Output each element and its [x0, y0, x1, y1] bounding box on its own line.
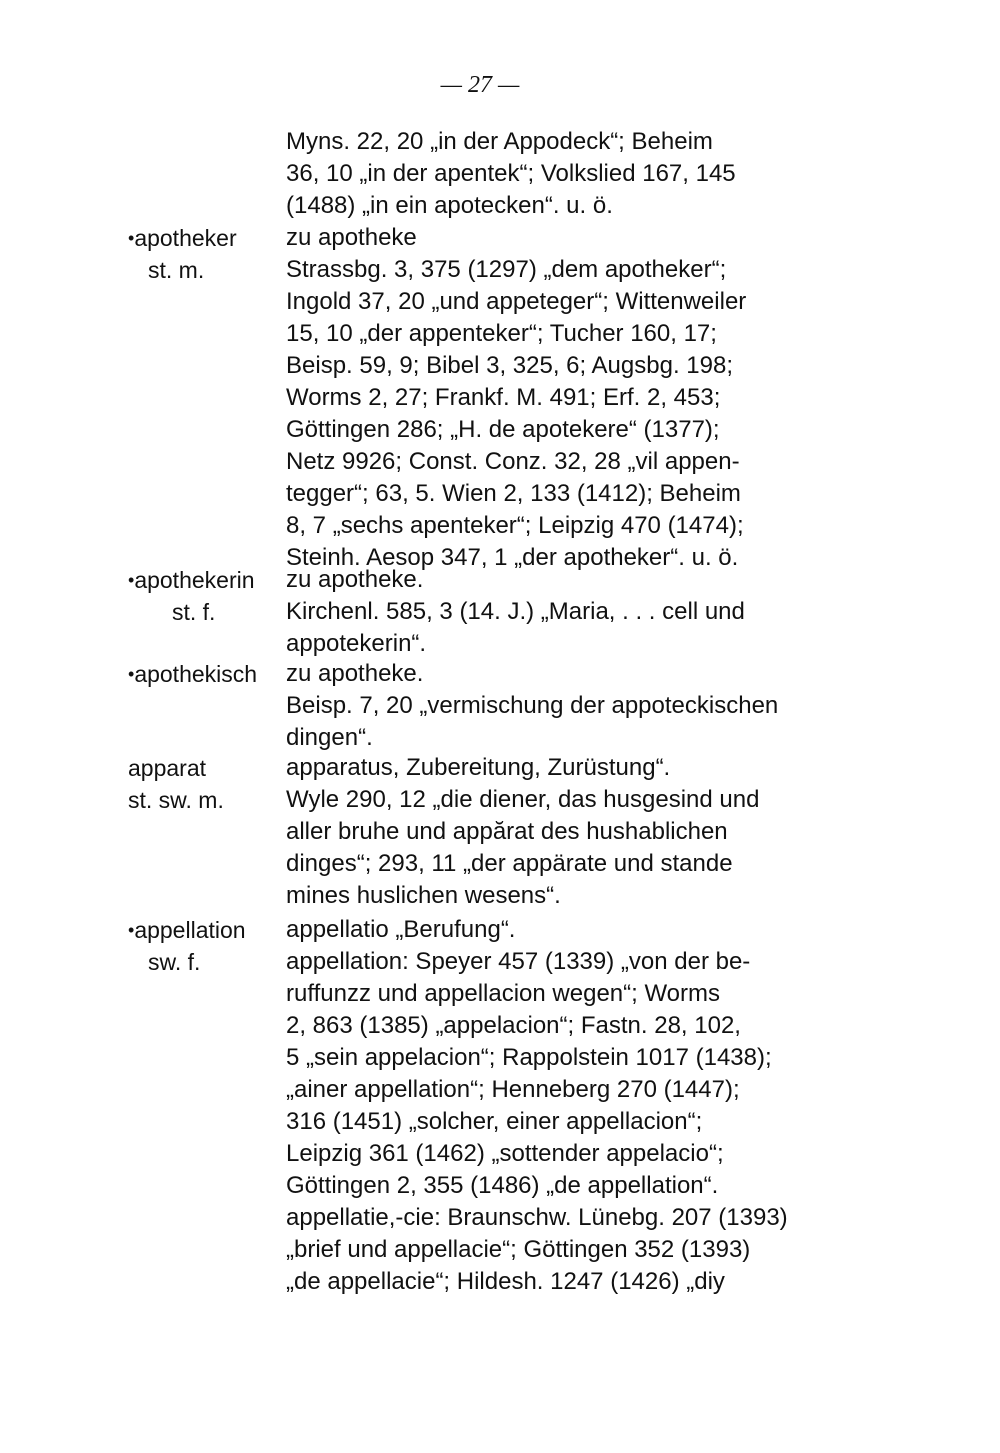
entry-line: appellatio „Berufung“. [286, 916, 516, 943]
entry-line: 15, 10 „der appenteker“; Tucher 160, 17; [286, 320, 717, 347]
entry-line: zu apotheke [286, 224, 417, 251]
entry-line: appellatie,-cie: Braunschw. Lünebg. 207 (1393) [286, 1204, 788, 1231]
entry-body [286, 914, 814, 1298]
entry-line: „ainer appellation“; Henneberg 270 (1447); [286, 1076, 740, 1103]
entry-line: ruffunzz und appellacion wegen“; Worms [286, 980, 721, 1007]
lemma-word: apotheker [134, 225, 237, 251]
entry-line: Leipzig 361 (1462) „sottender appelacio“; [286, 1140, 724, 1167]
grammar-label: st. f. [172, 599, 216, 625]
entry-line: Göttingen 2, 355 (1486) „de appellation“. [286, 1172, 719, 1199]
entry-body [286, 222, 814, 574]
entry-line: zu apotheke. [286, 566, 424, 593]
entry-line: zu apotheke. [286, 660, 424, 687]
asterisk-icon: • [128, 664, 135, 684]
grammar-label: st. m. [148, 257, 205, 283]
entry-line: Myns. 22, 20 „in der Appodeck“; Beheim [286, 128, 713, 155]
entry-line: Beisp. 7, 20 „vermischung der appoteckischen [286, 692, 779, 719]
entry-body [286, 658, 814, 754]
entry-body [286, 564, 814, 660]
entry-line: Worms 2, 27; Frankf. M. 491; Erf. 2, 453; [286, 384, 721, 411]
lemma-word: apparat [128, 755, 207, 781]
entry-line: Wyle 290, 12 „die diener, das husgesind und [286, 786, 760, 813]
entry-line: Netz 9926; Const. Conz. 32, 28 „vil appen- [286, 448, 740, 475]
entry-line: dingen“. [286, 724, 373, 751]
lemma-word: appellation [134, 917, 246, 943]
entry-line: Strassbg. 3, 375 (1297) „dem apotheker“; [286, 256, 727, 283]
lemma-word: apothekerin [134, 567, 255, 593]
entry-line: mines huslichen wesens“. [286, 882, 561, 909]
entry-line: Beisp. 59, 9; Bibel 3, 325, 6; Augsbg. 198; [286, 352, 733, 379]
entry-line: 5 „sein appelacion“; Rappolstein 1017 (1438); [286, 1044, 772, 1071]
page-number: — 27 — [440, 72, 520, 98]
entry-line: Ingold 37, 20 „und appeteger“; Wittenweiler [286, 288, 747, 315]
entry-line: 36, 10 „in der apentek“; Volkslied 167, 145 [286, 160, 736, 187]
lemma-word: apothekisch [134, 661, 258, 687]
entry-lemma [128, 658, 278, 690]
entry-line: 8, 7 „sechs apenteker“; Leipzig 470 (1474); [286, 512, 744, 539]
grammar-label: st. sw. m. [128, 787, 224, 813]
grammar-label: sw. f. [148, 949, 201, 975]
entry-line: dinges“; 293, 11 „der appärate und stande [286, 850, 733, 877]
entry-line: tegger“; 63, 5. Wien 2, 133 (1412); Beheim [286, 480, 741, 507]
entry-line: Göttingen 286; „H. de apotekere“ (1377); [286, 416, 720, 443]
entry-line: aller bruhe und appărat des hushablichen [286, 818, 728, 845]
entry-lemma [128, 914, 278, 978]
entry-lemma [128, 752, 278, 816]
entry-line: appotekerin“. [286, 630, 427, 657]
entry-lemma [128, 564, 278, 628]
entry-line: (1488) „in ein apotecken“. u. ö. [286, 192, 613, 219]
entry-line: „de appellacie“; Hildesh. 1247 (1426) „diy [286, 1268, 725, 1295]
entry-line: apparatus, Zubereitung, Zurüstung“. [286, 754, 671, 781]
entry-line: appellation: Speyer 457 (1339) „von der be- [286, 948, 751, 975]
entry-line: 2, 863 (1385) „appelacion“; Fastn. 28, 102, [286, 1012, 741, 1039]
entry-line: „brief und appellacie“; Göttingen 352 (1393) [286, 1236, 751, 1263]
entry-line: 316 (1451) „solcher, einer appellacion“; [286, 1108, 703, 1135]
asterisk-icon: • [128, 920, 135, 940]
entry-lemma [128, 222, 278, 286]
asterisk-icon: • [128, 228, 135, 248]
entry-body [286, 126, 814, 222]
entry-line: Kirchenl. 585, 3 (14. J.) „Maria, . . . cell und [286, 598, 745, 625]
entry-body [286, 752, 814, 912]
asterisk-icon: • [128, 570, 135, 590]
entry-line: Steinh. Aesop 347, 1 „der apotheker“. u. ö. [286, 544, 739, 571]
